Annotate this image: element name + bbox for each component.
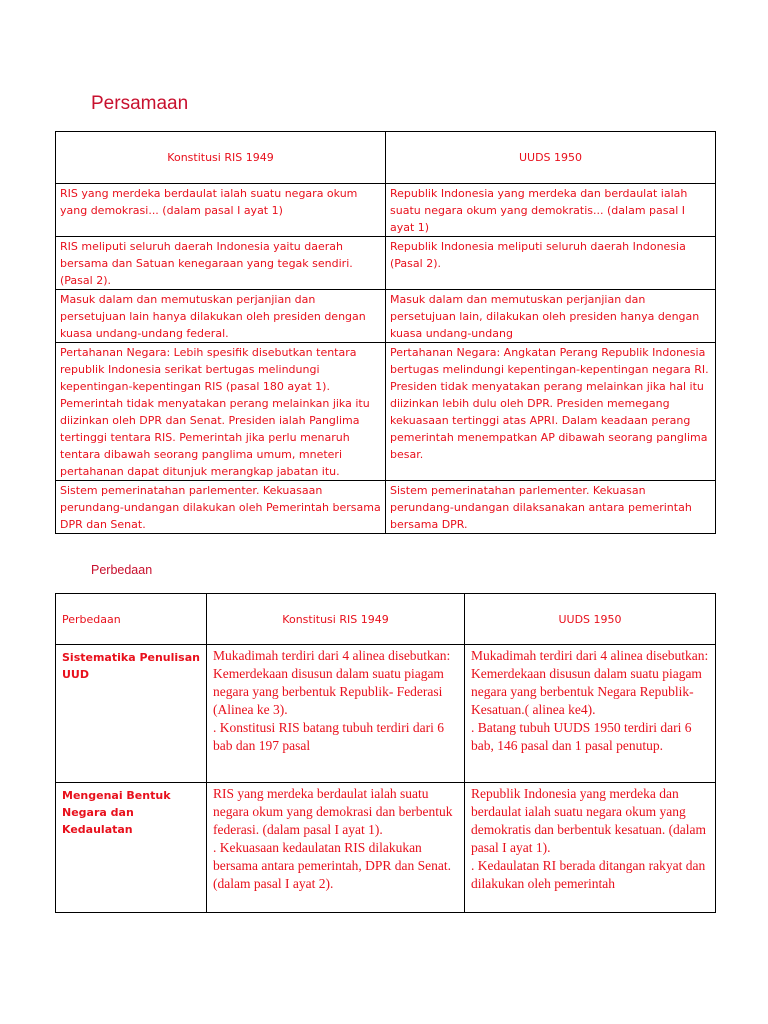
column-header: Konstitusi RIS 1949: [207, 594, 465, 645]
row-label: Mengenai Bentuk Negara dan Kedaulatan: [56, 783, 207, 913]
table-cell: Sistem pemerinatahan parlementer. Kekuasaan perundang-undangan dilakukan oleh Pemerintah bersama DPR dan Senat.: [56, 481, 386, 534]
cell-paragraph: . Konstitusi RIS batang tubuh terdiri dari 6 bab dan 197 pasal: [213, 720, 444, 753]
perbedaan-table: [55, 593, 716, 913]
table-row: [56, 481, 716, 534]
table-row: [56, 237, 716, 290]
table-cell: Sistem pemerinatahan parlementer. Kekuasan perundang-undangan dilaksanakan antara pemerintah bersama DPR.: [386, 481, 716, 534]
column-header: UUDS 1950: [465, 594, 716, 645]
cell-paragraph: . Kekuasaan kedaulatan RIS dilakukan bersama antara pemerintah, DPR dan Senat. (dalam pasal I ayat 2).: [213, 840, 452, 891]
table-cell: Pertahanan Negara: Angkatan Perang Republik Indonesia bertugas melindungi kepentingan-kepentingan negara RI. Presiden tidak menyatakan perang melainkan jika hal itu diizinkan lebih dulu oleh DPR. Presiden memegang kekuasaan tertinggi atas APRI. Dalam keadaan perang pemerintah menempatkan AP dibawah seorang panglima besar.: [386, 343, 716, 481]
table-cell: Pertahanan Negara: Lebih spesifik disebutkan tentara republik Indonesia serikat bertugas melindungi kepentingan-kepentingan RIS (pasal 180 ayat 1). Pemerintah tidak menyatakan perang melainkan jika itu diizinkan oleh DPR dan Senat. Presiden ialah Panglima tertinggi tentara RIS. Pemerintah jika perlu menaruh tentara dibawah seorang panglima umum, mneteri pertahanan dapat ditunjuk merangkap jabatan itu.: [56, 343, 386, 481]
table-cell: [207, 645, 465, 783]
cell-paragraph: . Kedaulatan RI berada ditangan rakyat dan dilakukan oleh pemerintah: [471, 858, 706, 891]
table-header-row: [56, 594, 716, 645]
table-cell: [465, 783, 716, 913]
table-row: [56, 783, 716, 913]
table-cell: Masuk dalam dan memutuskan perjanjian dan persetujuan lain, dilakukan oleh presiden hanya dengan kuasa undang-undang: [386, 290, 716, 343]
cell-paragraph: Republik Indonesia yang merdeka dan berdaulat ialah suatu negara okum yang demokratis dan berbentuk kesatuan. (dalam pasal I ayat 1).: [471, 786, 707, 855]
table-row: [56, 645, 716, 783]
cell-paragraph: RIS yang merdeka berdaulat ialah suatu negara okum yang demokrasi dan berbentuk federasi. (dalam pasal I ayat 1).: [213, 786, 453, 837]
column-header: Perbedaan: [56, 594, 207, 645]
row-label: Sistematika Penulisan UUD: [56, 645, 207, 783]
cell-paragraph: . Batang tubuh UUDS 1950 terdiri dari 6 bab, 146 pasal dan 1 pasal penutup.: [471, 720, 692, 753]
section-title-perbedaan: Perbedaan: [91, 563, 153, 577]
table-cell: RIS yang merdeka berdaulat ialah suatu negara okum yang demokrasi... (dalam pasal I ayat 1): [56, 184, 386, 237]
table-row: [56, 184, 716, 237]
column-header: Konstitusi RIS 1949: [56, 132, 386, 184]
table-header-row: [56, 132, 716, 184]
table-row: [56, 343, 716, 481]
table-cell: [207, 783, 465, 913]
section-title-persamaan: Persamaan: [91, 93, 189, 114]
table-cell: Masuk dalam dan memutuskan perjanjian dan persetujuan lain hanya dilakukan oleh presiden dengan kuasa undang-undang federal.: [56, 290, 386, 343]
table-cell: Republik Indonesia meliputi seluruh daerah Indonesia (Pasal 2).: [386, 237, 716, 290]
table-row: [56, 290, 716, 343]
column-header: UUDS 1950: [386, 132, 716, 184]
cell-paragraph: Mukadimah terdiri dari 4 alinea disebutkan: Kemerdekaan disusun dalam suatu piagam negara yang berbentuk Republik- Federasi (Alinea ke 3).: [213, 648, 451, 717]
table-cell: [465, 645, 716, 783]
table-cell: RIS meliputi seluruh daerah Indonesia yaitu daerah bersama dan Satuan kenegaraan yang tegak sendiri. (Pasal 2).: [56, 237, 386, 290]
table-cell: Republik Indonesia yang merdeka dan berdaulat ialah suatu negara okum yang demokratis... (dalam pasal I ayat 1): [386, 184, 716, 237]
cell-paragraph: Mukadimah terdiri dari 4 alinea disebutkan: Kemerdekaan disusun dalam suatu piagam negara yang berbentuk Negara Republik-Kesatuan.( alinea ke4).: [471, 648, 709, 717]
persamaan-table: [55, 131, 716, 534]
